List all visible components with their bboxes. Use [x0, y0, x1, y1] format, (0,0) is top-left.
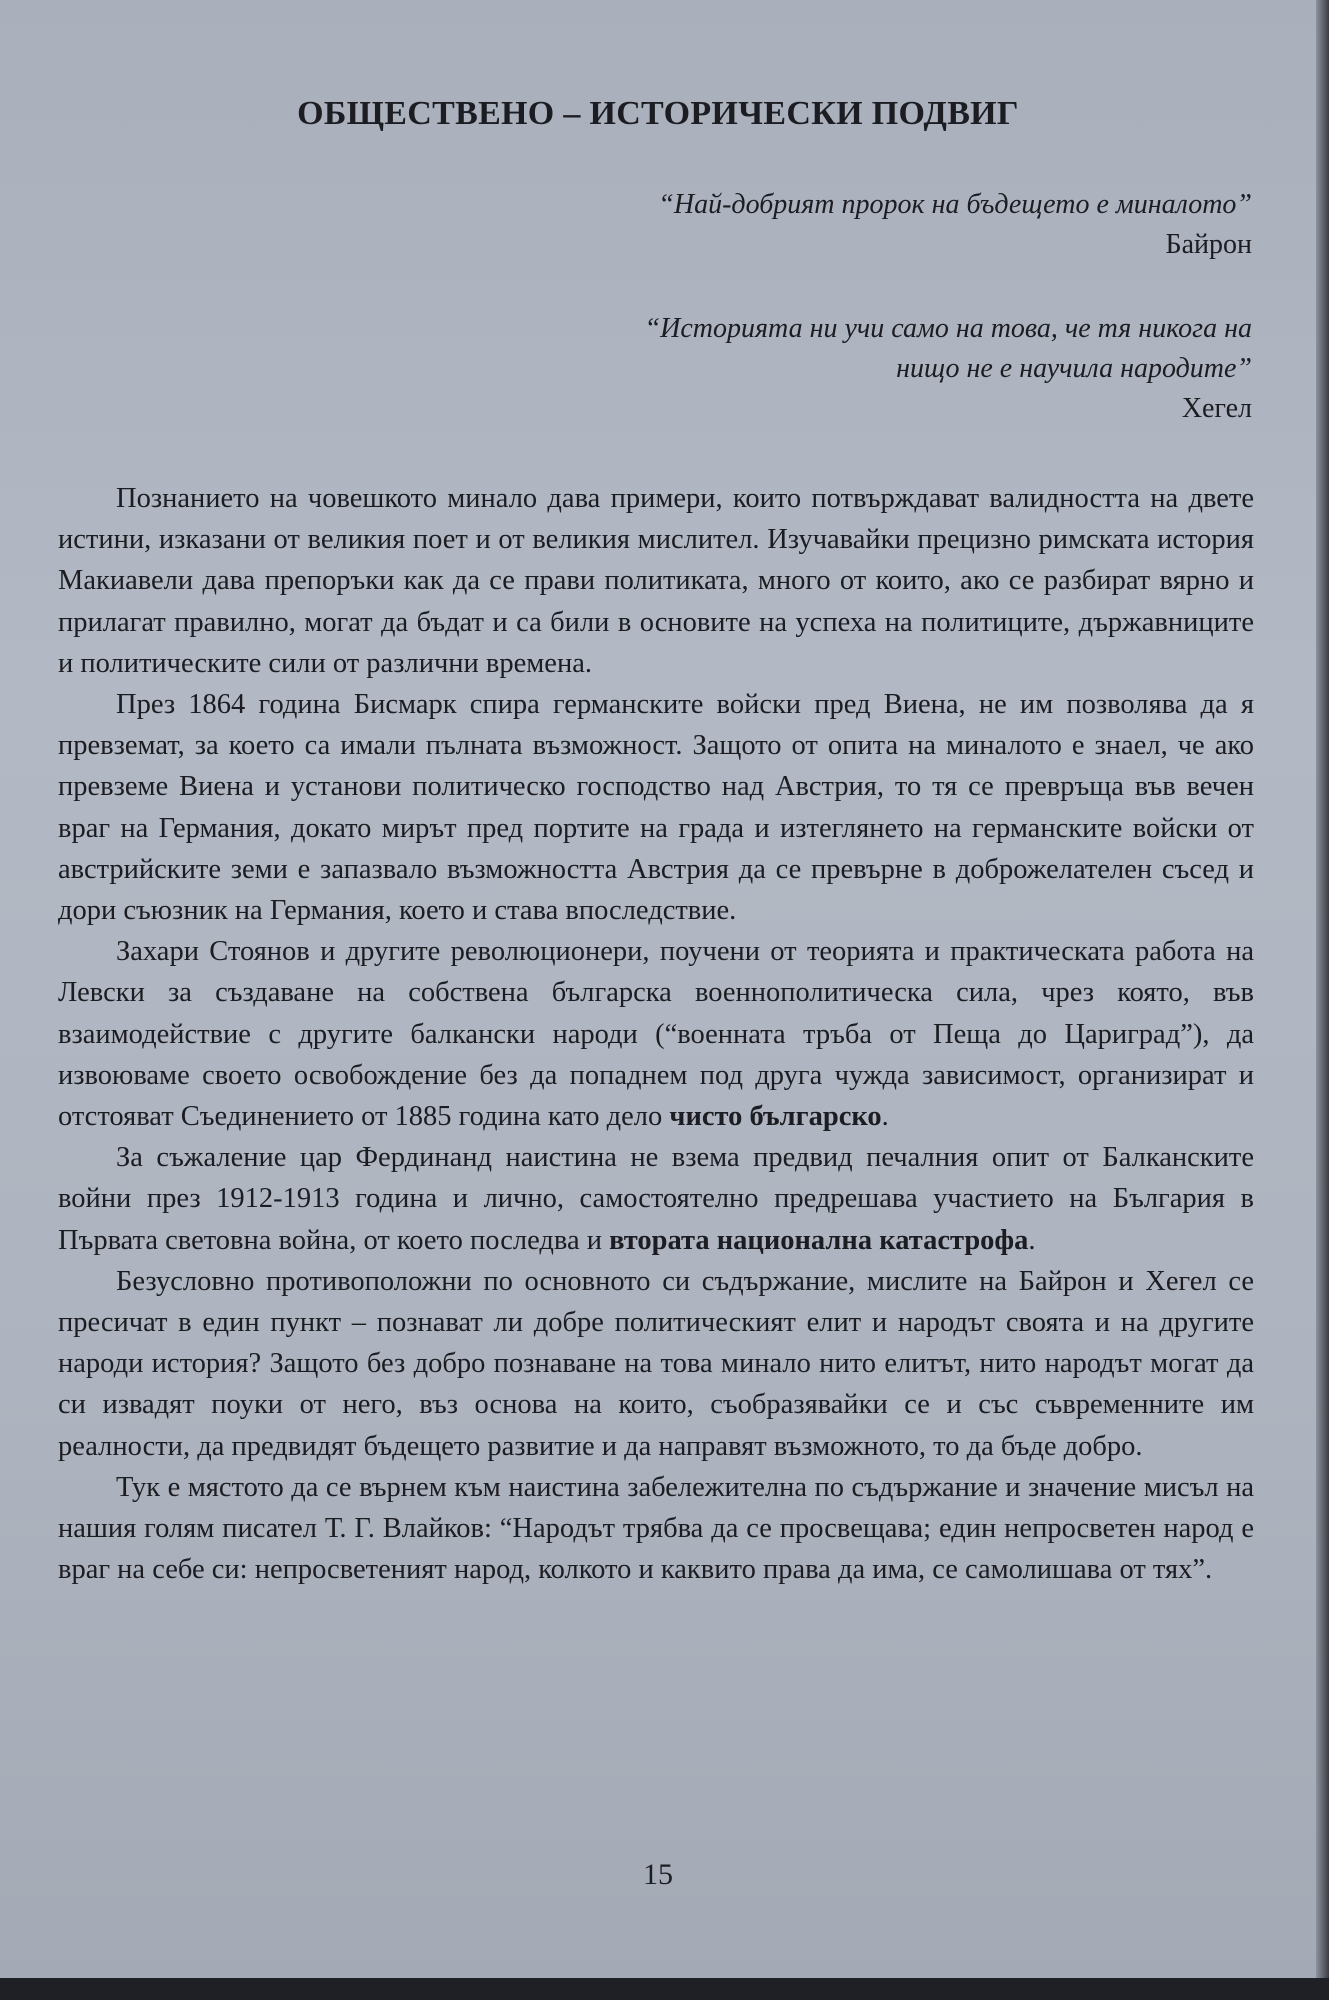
- epigraph-quote-line: “Историята ни учи само на това, че тя никога на: [644, 313, 1252, 344]
- paragraph: [58, 1137, 1254, 1261]
- text-run: Захари Стоянов и другите революционери, поучени от теорията и практическата работа на Левски за създаване на собствена българска военнополитическа сила, чрез която, във взаимодействие с другите балкански народи (“военната тръба от Пеща до Цариград”), да извоюваме своето освобождение без да попаднем под друга чужда зависимост, организират и отстояват Съединението от 1885 година като дело: [58, 936, 1254, 1133]
- paragraph: [58, 478, 1254, 684]
- page-number: 15: [643, 1858, 673, 1891]
- page-bottom-background: [0, 1978, 1329, 2000]
- paragraph: [58, 931, 1254, 1137]
- epigraph-byron: [658, 185, 1252, 265]
- epigraph-quote-line: нищо не е научила народите”: [896, 353, 1252, 384]
- epigraph-hegel: [492, 309, 1252, 429]
- text-run: .: [881, 1101, 889, 1133]
- text-run: През 1864 година Бисмарк спира германските войски пред Виена, не им позволява да я превземат, за което са имали пълната възможност. Защото от опита на миналото е знаел, че ако превземе Виена и установи политическо господство над Австрия, то тя се превръща във вечен враг на Германия, докато мирът пред портите на града и изтеглянето на германските войски от австрийските земи е запазвало възможността Австрия да се превърне в доброжелателен съсед и дори съюзник на Германия, което и става впоследствие.: [58, 689, 1254, 927]
- page-edge-shadow: [1316, 0, 1329, 1978]
- paragraph: [58, 1261, 1254, 1467]
- epigraph-author: Хегел: [1181, 393, 1252, 424]
- paragraph: [58, 684, 1254, 931]
- text-run: Тук е мястото да се върнем към наистина забележителна по съдържание и значение мисъл на нашия голям писател Т. Г. Влайков: “Народът трябва да се просвещава; един непросветен народ е враг на себе си: непросветеният народ, колкото и каквито права да има, се самолишава от тях”.: [58, 1471, 1254, 1586]
- body-text: [58, 478, 1254, 1590]
- text-run: За съжаление цар Фердинанд наистина не взема предвид печалния опит от Балканските войни през 1912-1913 година и лично, самостоятелно предрешава участието на България в Първата световна война, от което последва и: [58, 1142, 1254, 1256]
- text-run: Безусловно противоположни по основното си съдържание, мислите на Байрон и Хегел се пресичат в един пункт – познават ли добре политическият елит и народът своята и на другите народи история? Защото без добро познаване на това минало нито елитът, нито народът могат да си извадят поуки от него, въз основа на които, съобразявайки се и със съвременните им реалности, да предвидят бъдещето развитие и да направят възможното, то да бъде добро.: [58, 1265, 1254, 1462]
- paragraph: [58, 1467, 1254, 1591]
- chapter-title: ОБЩЕСТВЕНО – ИСТОРИЧЕСКИ ПОДВИГ: [297, 95, 1019, 132]
- epigraph-quote-line: “Най-добрият пророк на бъдещето е миналото”: [658, 189, 1252, 220]
- epigraph-author: Байрон: [1165, 229, 1252, 260]
- bold-phrase: чисто българско: [669, 1101, 882, 1133]
- bold-phrase: втората национална катастрофа: [609, 1224, 1029, 1256]
- text-run: Познанието на човешкото минало дава примери, които потвърждават валидността на двете истини, изказани от великия поет и от великия мислител. Изучавайки прецизно римската история Макиавели дава препоръки как да се прави политиката, много от които, ако се разбират вярно и прилагат правилно, могат да бъдат и са били в основите на успеха на политиците, държавниците и политическите сили от различни времена.: [58, 483, 1254, 679]
- text-run: .: [1028, 1224, 1036, 1256]
